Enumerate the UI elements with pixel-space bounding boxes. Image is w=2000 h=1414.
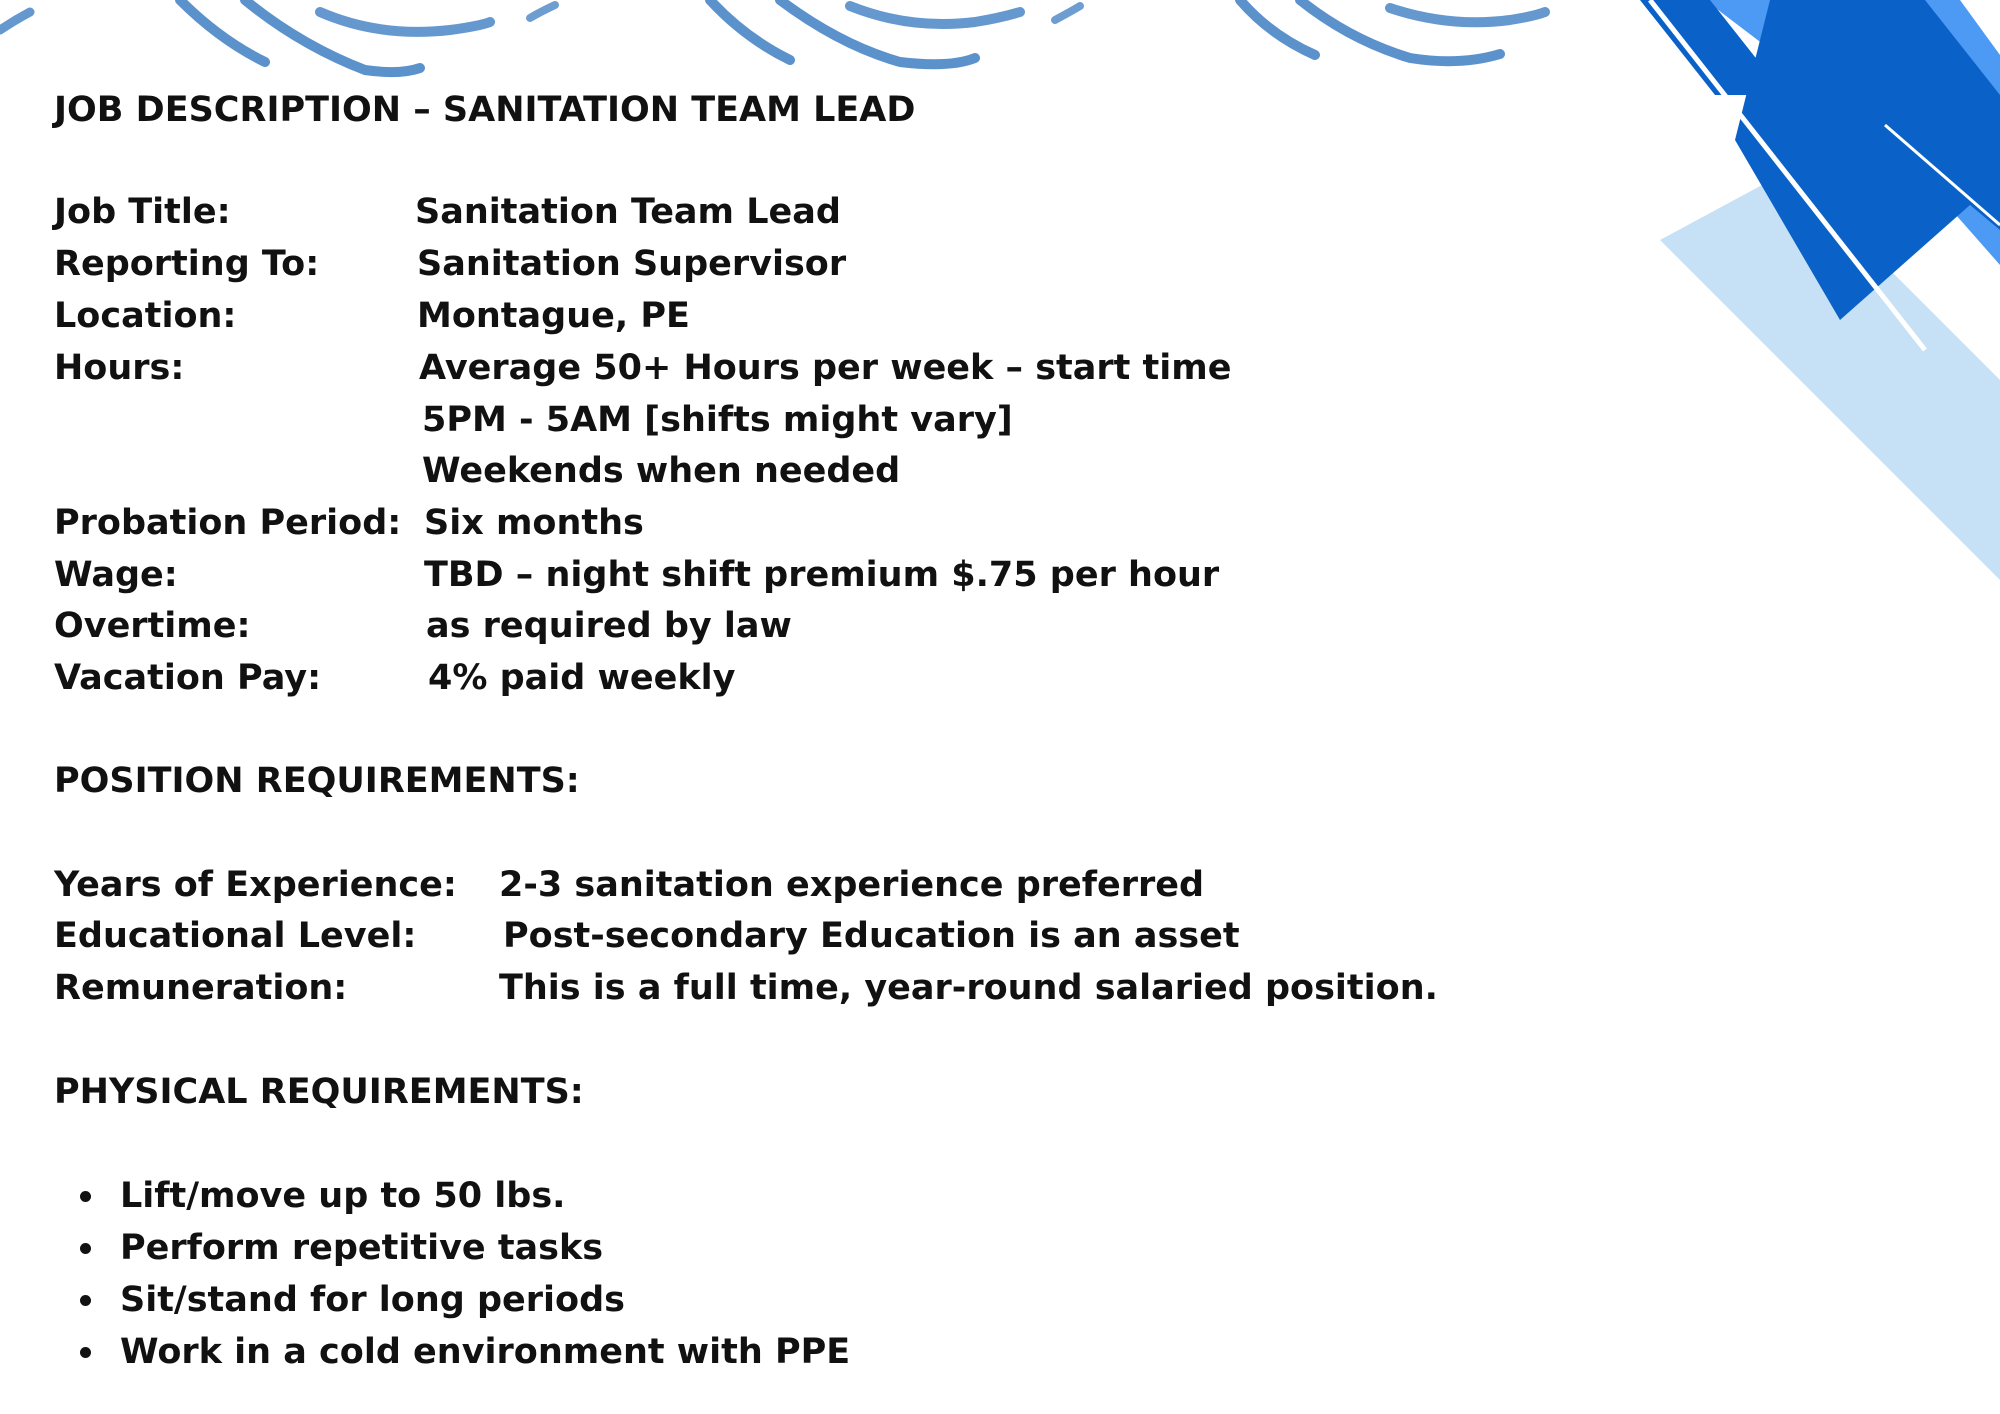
detail-value-hours: Average 50+ Hours per week – start time xyxy=(419,348,1232,388)
detail-label-wage: Wage: xyxy=(54,555,178,595)
list-item xyxy=(80,1328,850,1380)
detail-value-overtime: as required by law xyxy=(426,606,792,646)
detail-value-hours-shift: 5PM - 5AM [shifts might vary] xyxy=(422,400,1013,440)
list-item xyxy=(80,1276,850,1328)
position-requirements-heading: POSITION REQUIREMENTS: xyxy=(54,761,580,801)
detail-label-reporting-to: Reporting To: xyxy=(54,244,320,284)
detail-value-location: Montague, PE xyxy=(417,296,690,336)
detail-label-probation-period: Probation Period: xyxy=(54,503,402,543)
requirement-value-experience: 2-3 sanitation experience preferred xyxy=(499,865,1205,905)
physical-requirements-list xyxy=(80,1172,850,1380)
requirement-label-remuneration: Remuneration: xyxy=(54,968,348,1008)
bullet-icon xyxy=(80,1347,91,1358)
requirement-value-education: Post-secondary Education is an asset xyxy=(503,916,1240,956)
corner-shape-decoration xyxy=(1540,0,2000,600)
list-item-text: Perform repetitive tasks xyxy=(120,1228,604,1268)
requirement-label-education: Educational Level: xyxy=(54,916,417,956)
detail-value-probation-period: Six months xyxy=(424,503,644,543)
list-item-text: Sit/stand for long periods xyxy=(120,1280,625,1320)
list-item-text: Work in a cold environment with PPE xyxy=(120,1332,851,1372)
requirement-value-remuneration: This is a full time, year-round salaried position. xyxy=(499,968,1438,1008)
bullet-icon xyxy=(80,1295,91,1306)
detail-label-hours: Hours: xyxy=(54,348,185,388)
bullet-icon xyxy=(80,1191,91,1202)
list-item-text: Lift/move up to 50 lbs. xyxy=(120,1176,566,1216)
list-item xyxy=(80,1172,850,1224)
detail-label-overtime: Overtime: xyxy=(54,606,251,646)
detail-label-vacation-pay: Vacation Pay: xyxy=(54,658,322,698)
detail-label-job-title: Job Title: xyxy=(54,192,231,232)
detail-value-wage: TBD – night shift premium $.75 per hour xyxy=(424,555,1220,595)
document-title: JOB DESCRIPTION – SANITATION TEAM LEAD xyxy=(54,90,916,130)
list-item xyxy=(80,1224,850,1276)
bullet-icon xyxy=(80,1243,91,1254)
detail-value-reporting-to: Sanitation Supervisor xyxy=(417,244,847,284)
detail-label-location: Location: xyxy=(54,296,237,336)
requirement-label-experience: Years of Experience: xyxy=(54,865,457,905)
job-description-document xyxy=(54,0,1454,1414)
detail-value-vacation-pay: 4% paid weekly xyxy=(428,658,736,698)
detail-value-job-title: Sanitation Team Lead xyxy=(415,192,841,232)
detail-value-hours-weekends: Weekends when needed xyxy=(422,451,901,491)
physical-requirements-heading: PHYSICAL REQUIREMENTS: xyxy=(54,1072,584,1112)
